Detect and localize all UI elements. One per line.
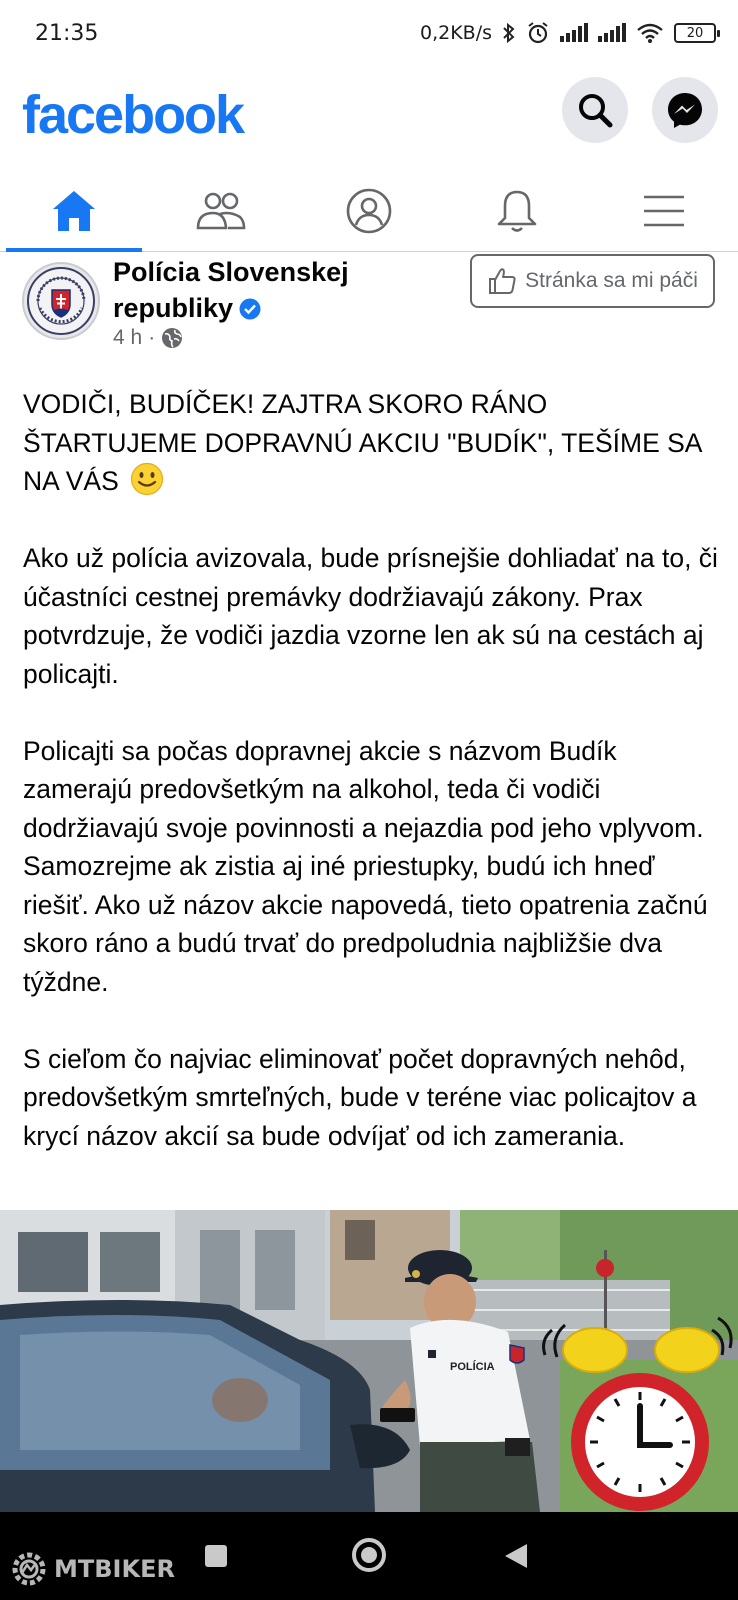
menu-icon (643, 194, 685, 228)
page-name[interactable] (113, 254, 453, 326)
notifications-icon (496, 188, 538, 234)
recent-apps-button[interactable] (205, 1545, 227, 1567)
signal-icon (560, 23, 588, 43)
like-page-label: Stránka sa mi páči (525, 269, 698, 292)
messenger-button[interactable] (652, 77, 718, 143)
page-avatar[interactable] (22, 262, 100, 340)
status-time: 21:35 (35, 20, 99, 46)
tab-profile[interactable] (295, 170, 443, 251)
search-icon (576, 91, 614, 129)
like-page-button[interactable] (470, 254, 715, 308)
post-body (23, 385, 723, 1194)
meta-separator: · (148, 326, 156, 349)
app-header (0, 66, 738, 162)
police-emblem-icon (26, 266, 96, 336)
facebook-logo[interactable]: facebook (22, 85, 244, 145)
page-name-text[interactable]: Polícia Slovenskej republiky (113, 257, 349, 323)
post-paragraph: S cieľom čo najviac eliminovať počet dopravných nehôd, predovšetkým smrteľných, bude v teréne viac policajtov a krycí názov akcií sa bude odvíjať od ich zamerania. (23, 1043, 697, 1151)
image-police-label: POLÍCIA (450, 1361, 495, 1373)
tab-bar (0, 170, 738, 252)
post-photo (0, 1210, 738, 1512)
friends-icon (195, 190, 247, 232)
post-paragraph: Ako už polícia avizovala, bude prísnejšie dohliadať na to, či účastníci cestnej premávky dodržiavajú zákony. Prax potvrdzuje, že vodiči jazdia vzorne len ak sú na cestách aj policajti. (23, 543, 718, 689)
tab-home[interactable] (0, 170, 148, 251)
post-time[interactable]: 4 h (113, 326, 143, 349)
verified-badge-icon (239, 298, 261, 320)
status-bar (0, 0, 738, 66)
gear-logo-icon (8, 1548, 50, 1590)
battery-icon: 20 (674, 23, 716, 43)
messenger-icon (665, 90, 705, 130)
tab-friends[interactable] (148, 170, 296, 251)
home-icon (51, 189, 97, 233)
status-icons (420, 21, 716, 45)
home-button[interactable] (352, 1538, 386, 1572)
smiley-icon (130, 462, 164, 496)
post-meta (113, 326, 183, 350)
alarm-icon (526, 21, 550, 45)
network-speed: 0,2KB/s (419, 22, 492, 44)
post-headline: VODIČI, BUDÍČEK! ZAJTRA SKORO RÁNO ŠTARTUJEME DOPRAVNÚ AKCIU "BUDÍK", TEŠÍME SA NA VÁS (23, 389, 702, 496)
thumbs-up-icon (487, 266, 517, 296)
post-header (0, 252, 738, 362)
post-paragraph: Policajti sa počas dopravnej akcie s názvom Budík zamerajú predovšetkým na alkohol, teda či vodiči dodržiavajú svoje povinnosti a nejazdia pod jeho vplyvom. Samozrejme ak zistia aj iné priestupky, budú ich hneď riešiť. Ako už názov akcie napovedá, tieto opatrenia začnú skoro ráno a budú trvať do predpoludnia najbližšie dva týždne. (23, 735, 708, 997)
back-button[interactable] (505, 1544, 527, 1568)
bluetooth-icon (502, 22, 516, 44)
signal-icon (598, 23, 626, 43)
tab-menu[interactable] (590, 170, 738, 251)
watermark (8, 1548, 175, 1590)
search-button[interactable] (562, 77, 628, 143)
globe-icon (161, 327, 183, 349)
wifi-icon (636, 22, 664, 44)
tab-notifications[interactable] (443, 170, 591, 251)
post-paragraph (23, 385, 723, 501)
post-image[interactable] (0, 1210, 738, 1512)
profile-icon (345, 187, 393, 235)
watermark-text: MTBIKER (54, 1555, 175, 1583)
